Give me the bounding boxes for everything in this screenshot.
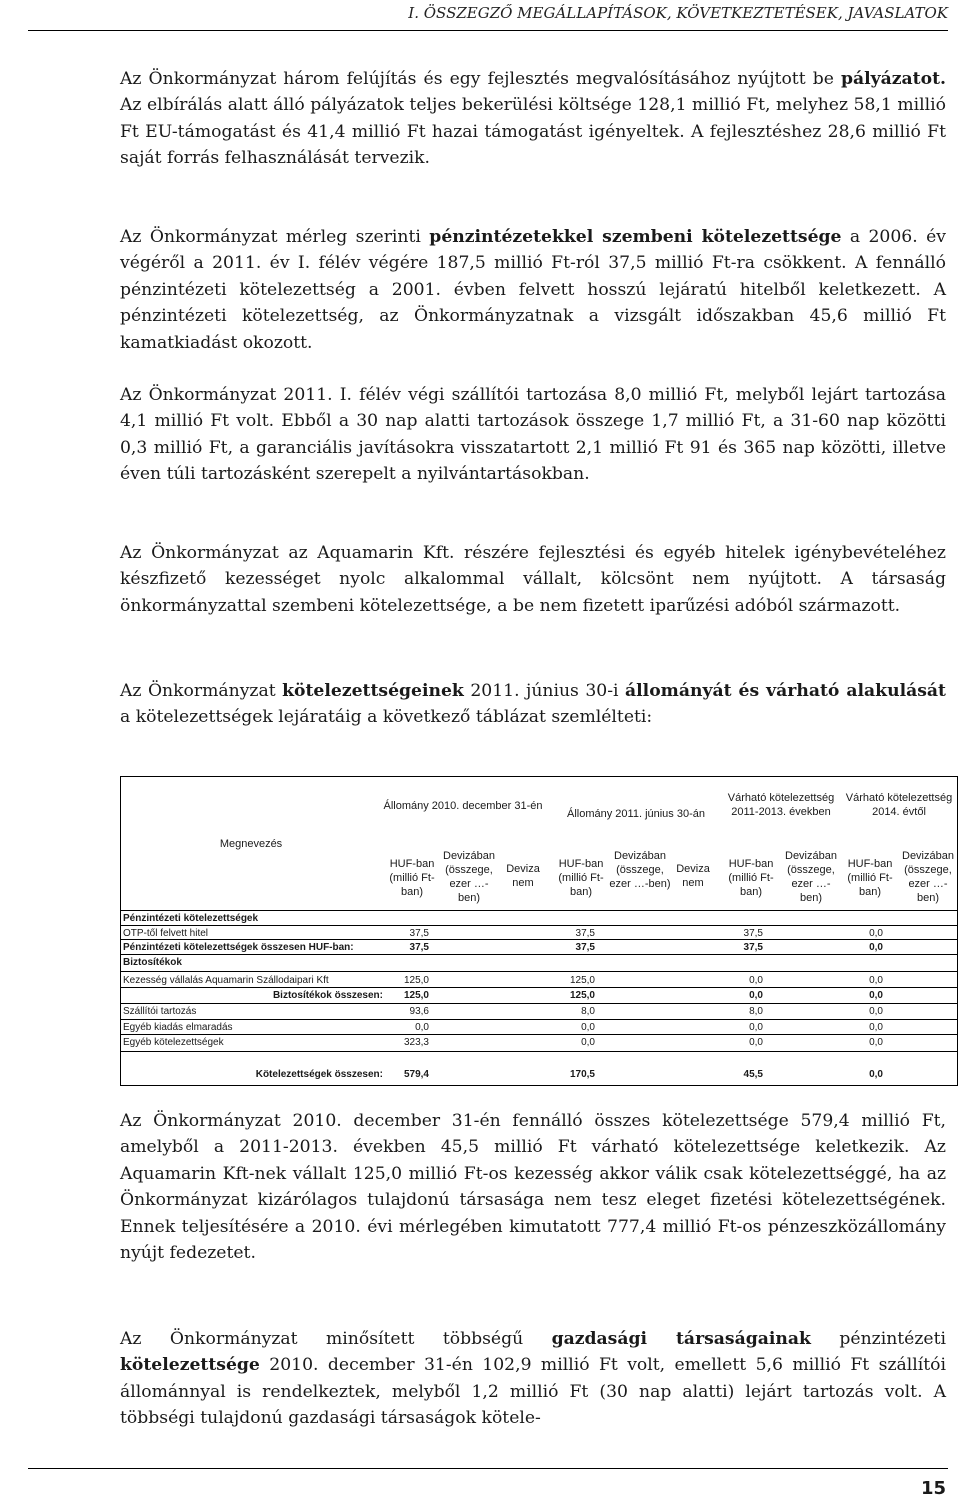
table-rule [121,1003,957,1004]
header-deviza-nem: Deviza nem [676,863,710,889]
header-huf: HUF-ban (millió Ft-ban) [558,858,604,898]
row-value: 0,0 [415,1022,429,1033]
header-huf: HUF-ban (millió Ft-ban) [847,858,893,898]
text: pénzintézeti [810,1329,946,1349]
table-row [121,1020,957,1035]
header-group-2010: Állomány 2010. december 31-én [383,800,543,812]
row-value: 37,5 [743,928,763,939]
row-label: Biztosítékok [123,957,182,968]
row-value: 0,0 [869,942,883,953]
table-row [121,955,957,970]
row-value: 323,3 [403,1037,429,1048]
table-row [121,1035,957,1050]
row-value: 0,0 [869,1022,883,1033]
header-deviza-osszeg: Devizában (összege, ezer …-ben) [609,850,671,890]
table-row [121,911,957,926]
bold-text: kötelezettségeinek [282,681,464,701]
row-label: Szállítói tartozás [123,1006,197,1017]
row-label: Egyéb kiadás elmaradás [123,1022,233,1033]
table-row [121,1067,957,1082]
row-value: 170,5 [569,1069,595,1080]
text: a 2006. év végéről a 2011. év I. félév végére 187,5 millió Ft-ról 37,5 millió Ft-ra csökkent. A fennálló pénzintézeti kötelezettség a 2001. évben felvett hosszú lejáratú hitelből keletkezett. A pénzintézeti kötelezettség, az Önkormányzatnak a vizsgált időszakban 45,6 millió Ft kamatkiadást okozott. [120,227,946,353]
row-value: 37,5 [743,942,763,953]
table-rule [121,1034,957,1035]
row-value: 37,5 [575,928,595,939]
paragraph-2 [120,224,946,356]
row-value: 125,0 [569,975,595,986]
row-label: Pénzintézeti kötelezettségek összesen HUF-ban: [123,942,354,953]
table-row [121,973,957,988]
row-value: 125,0 [403,990,429,1001]
paragraph-5 [120,678,946,731]
header-huf: HUF-ban (millió Ft-ban) [389,858,435,898]
text: Az Önkormányzat három felújítás és egy fejlesztés megvalósításához nyújtott be [120,69,841,89]
row-value: 8,0 [581,1006,595,1017]
header-deviza-osszeg: Devizában (összege, ezer …-ben) [902,850,954,904]
text: Az Önkormányzat [120,681,283,701]
row-value: 37,5 [409,928,429,939]
bold-text: gazdasági társaságainak [551,1329,811,1349]
paragraph-3: Az Önkormányzat 2011. I. félév végi szállítói tartozása 8,0 millió Ft, melyből lejárt tartozása 4,1 millió Ft volt. Ebből a 30 nap alatti tartozások összege 1,7 millió Ft, a 31-60 nap közötti 0,3 millió Ft, a garanciális javításokra visszatartott 2,1 millió Ft 91 és 365 nap közötti, illetve éven túli tartozásként szerepelt a nyilvántartásokban. [120,385,946,485]
row-value: 0,0 [749,1022,763,1033]
footer-rule [28,1468,948,1469]
obligations-table [120,776,958,1086]
row-value: 0,0 [869,928,883,939]
row-value: 45,5 [743,1069,763,1080]
header-group-2011-2013: Várható kötelezettség 2011-2013. években [727,792,835,818]
header-deviza-nem: Deviza nem [506,863,540,889]
table-rule [121,954,957,955]
row-value: 0,0 [581,1022,595,1033]
text: a kötelezettségek lejáratáig a következő táblázat szemlélteti: [120,707,653,728]
row-value: 0,0 [869,975,883,986]
text: 2010. december 31-én 102,9 millió Ft volt, emellett 5,6 millió Ft szállítói állománnyal is rendelkeztek, melyből 1,2 millió Ft (30 nap alatti) lejárt tartozás volt. A többségi tulajdonú gazdasági társaságok kötele- [120,1355,946,1429]
row-value: 125,0 [403,975,429,986]
row-value: 0,0 [581,1037,595,1048]
row-value: 0,0 [869,1006,883,1017]
header-deviza-osszeg: Devizában (összege, ezer …-ben) [785,850,837,904]
header-megnevezes: Megnevezés [219,838,283,850]
row-value: 0,0 [869,1069,883,1080]
text: 2011. június 30-i [463,681,625,701]
table-rule [121,939,957,940]
text: Az elbírálás alatt álló pályázatok teljes bekerülési költsége 128,1 millió Ft, melyhez 58,1 millió Ft EU-támogatást és 41,4 millió Ft hazai támogatást igényeltek. A fejlesztéshez 28,6 millió Ft saját forrás felhasználását tervezik. [120,95,946,169]
paragraph-7 [120,1326,946,1432]
bold-text: pályázatot. [840,69,946,89]
row-label: Pénzintézeti kötelezettségek [123,913,259,924]
row-label: Egyéb kötelezettségek [123,1037,224,1048]
page-number: 15 [920,1478,946,1499]
page-header [28,0,948,31]
paragraph-4: Az Önkormányzat az Aquamarin Kft. részére fejlesztési és egyéb hitelek igénybevételéhez készfizető kezességet nyolc alkalommal vállalt, kölcsönt nem nyújtott. A társaság önkormányzattal szembeni kötelezettsége, a be nem fizetett iparűzési adóból származott. [120,543,946,616]
table-row [121,988,957,1003]
row-label: OTP-től felvett hitel [123,928,209,939]
header-huf: HUF-ban (millió Ft-ban) [728,858,774,898]
row-label: Biztosítékok összesen: [272,990,383,1001]
table-rule [121,1019,957,1020]
header-group-2011: Állomány 2011. június 30-án [567,808,705,820]
row-value: 0,0 [869,990,883,1001]
paragraph-1 [120,66,946,172]
table-row [121,940,957,955]
row-value: 93,6 [409,1006,429,1017]
table-rule [121,925,957,926]
bold-text: állományát és várható alakulását [625,681,946,701]
row-value: 37,5 [575,942,595,953]
table-rule [121,987,957,988]
row-value: 8,0 [749,1006,763,1017]
row-value: 125,0 [569,990,595,1001]
table-row [121,1004,957,1019]
bold-text: kötelezettsége [120,1355,260,1376]
text: Az Önkormányzat minősített többségű [120,1329,552,1349]
paragraph-6: Az Önkormányzat 2010. december 31-én fennálló összes kötelezettsége 579,4 millió Ft, amelyből a 2011-2013. években 45,5 millió Ft várható kötelezettsége keletkezik. Az Aquamarin Kft-nek vállalt 125,0 millió Ft-os kezesség akkor válik csak kötelezettséggé, ha az Önkormányzat kizárólagos tulajdonú társasága nem tesz eleget fizetési kötelezettségének. Ennek teljesítésére a 2010. évi mérlegében kimutatott 777,4 millió Ft-os pénzeszközállomány nyújt fedezetet. [120,1111,946,1264]
row-value: 0,0 [869,1037,883,1048]
row-value: 579,4 [403,1069,429,1080]
table-rule [121,1051,957,1052]
row-value: 0,0 [749,975,763,986]
header-deviza-osszeg: Devizában (összege, ezer …-ben) [443,850,495,904]
row-value: 0,0 [749,1037,763,1048]
row-label: Kötelezettségek összesen: [255,1069,383,1080]
section-title: I. ÖSSZEGZŐ MEGÁLLAPÍTÁSOK, KÖVETKEZTETÉSEK, JAVASLATOK [408,4,948,22]
table-rule [121,971,957,972]
table-rule [121,910,957,911]
row-label: Kezesség vállalás Aquamarin Szállodaipari Kft [123,975,329,986]
header-group-2014: Várható kötelezettség 2014. évtől [845,792,953,818]
row-value: 0,0 [749,990,763,1001]
bold-text: pénzintézetekkel szembeni kötelezettsége [429,227,842,247]
row-value: 37,5 [409,942,429,953]
text: Az Önkormányzat mérleg szerinti [120,227,430,247]
